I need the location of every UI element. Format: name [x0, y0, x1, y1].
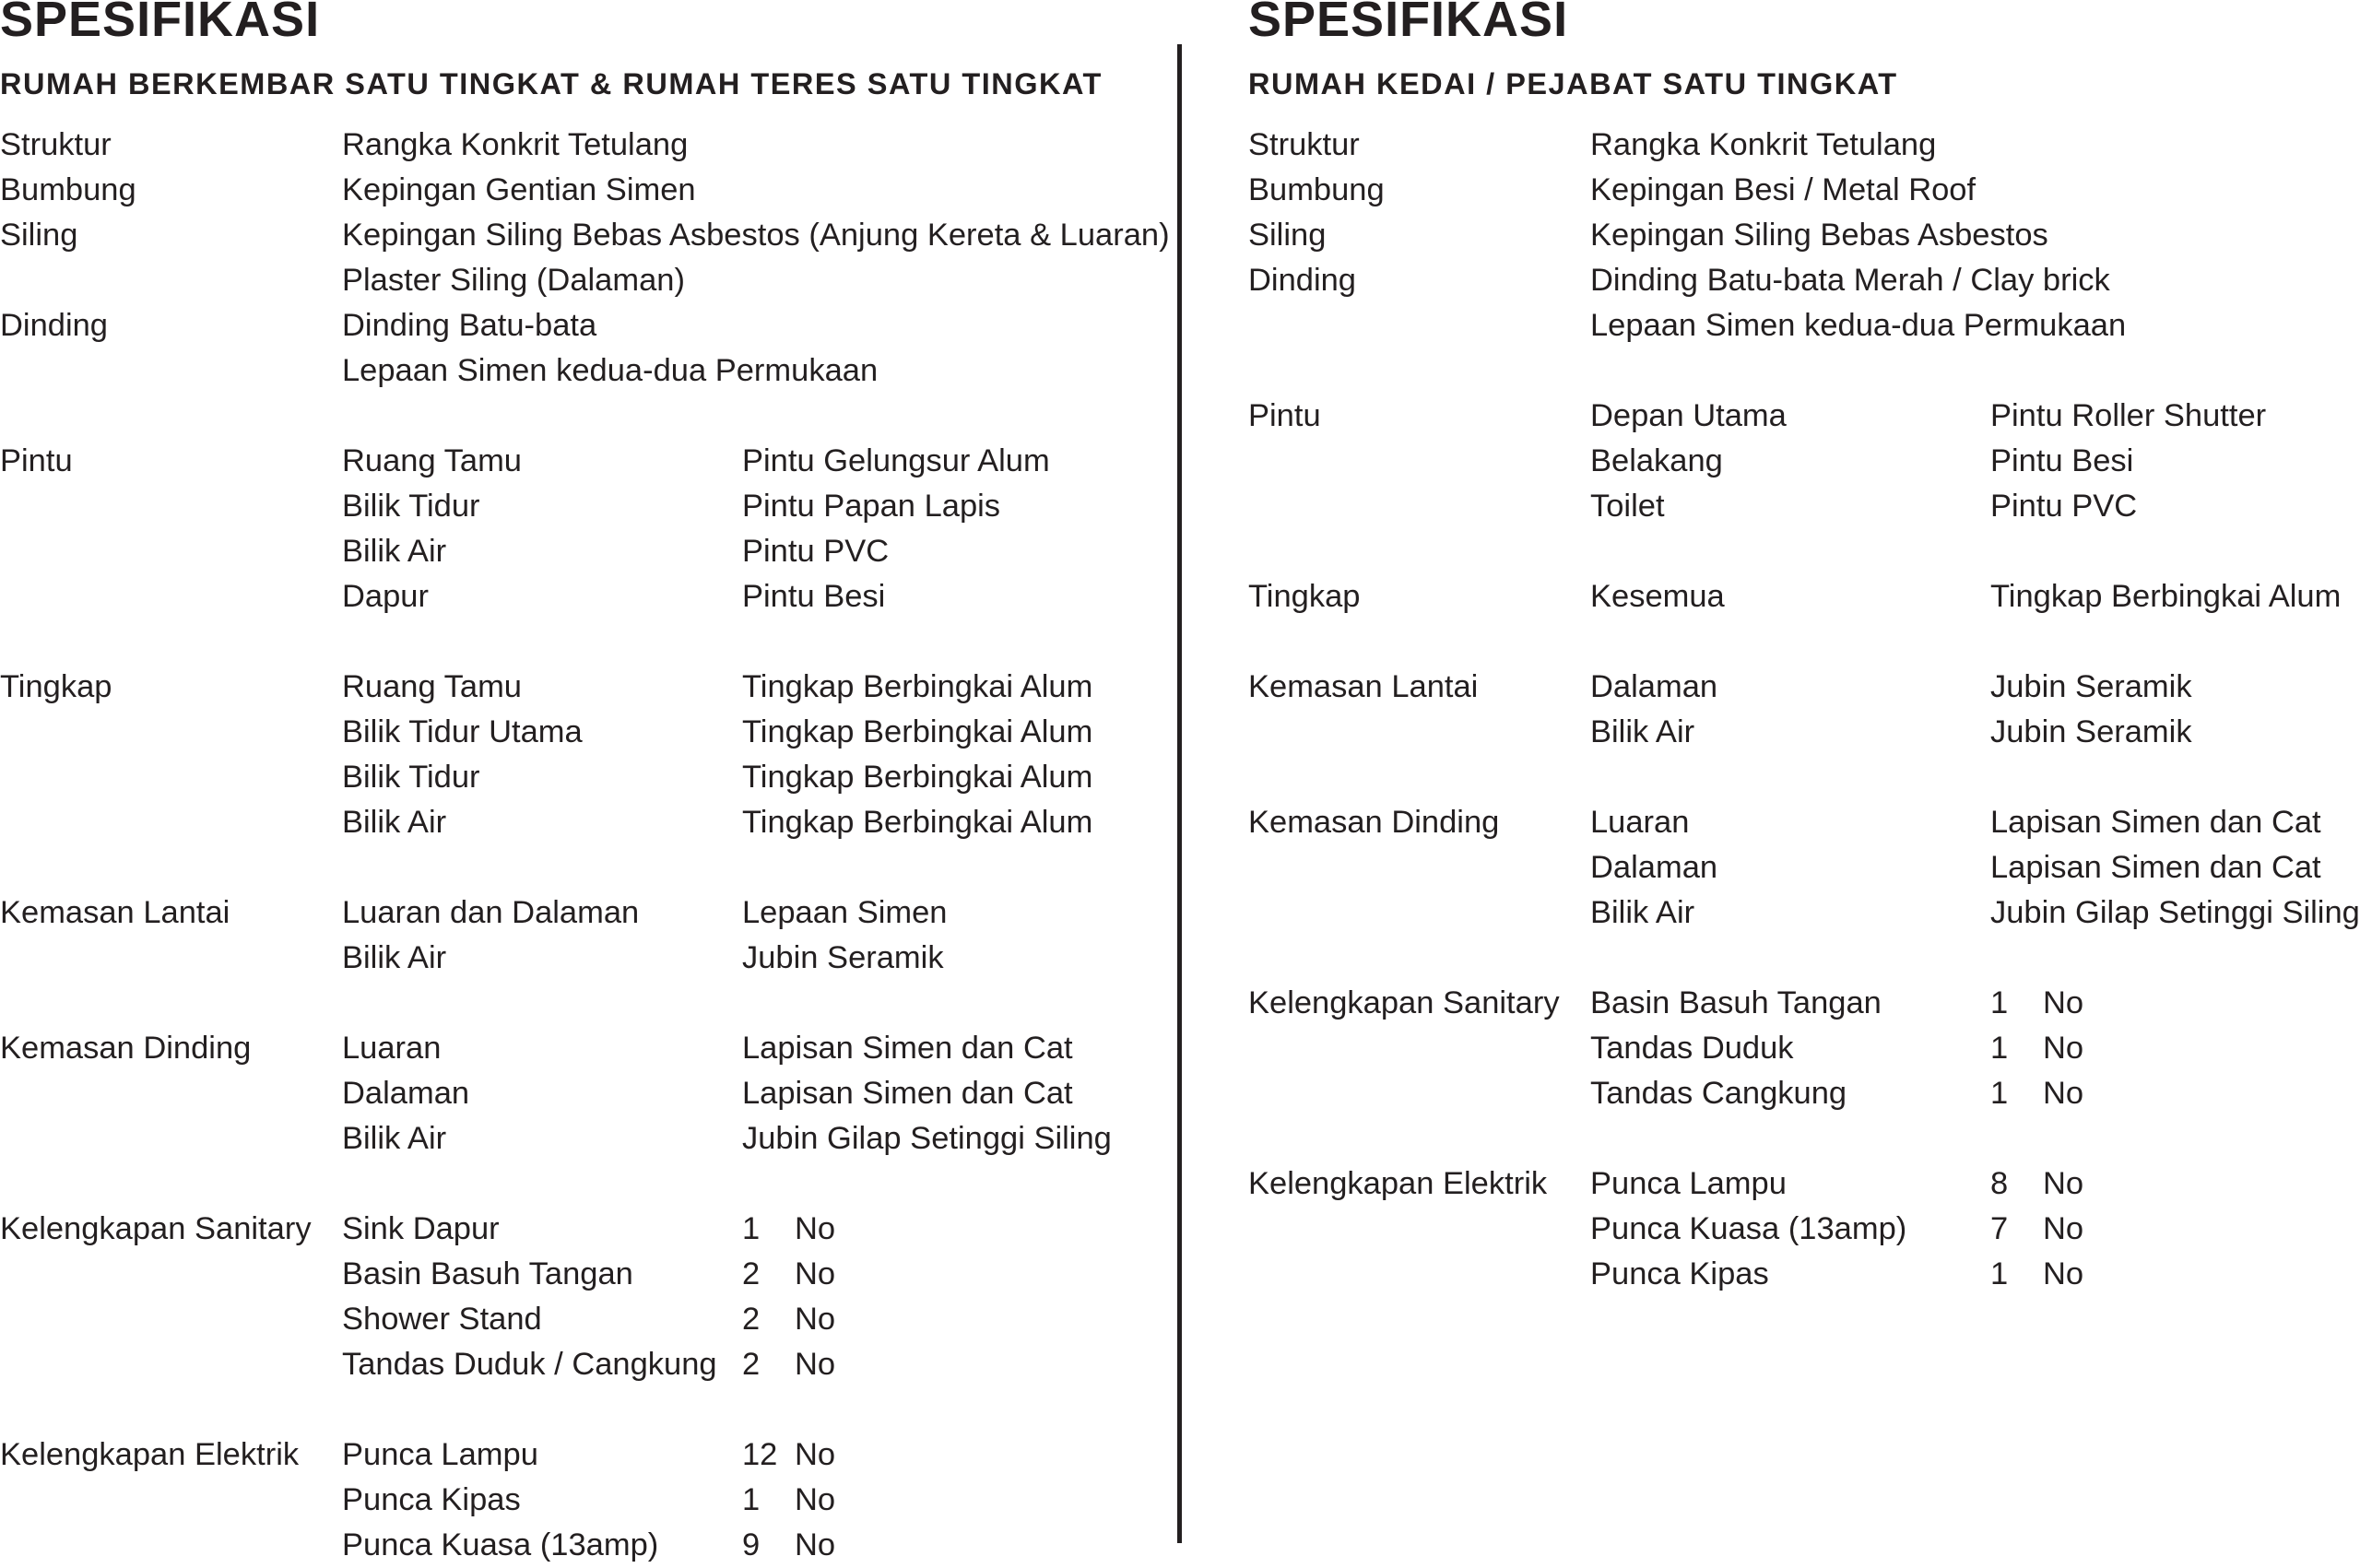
spec-value: Pintu Gelungsur Alum [742, 443, 1050, 478]
spec-item: Punca Kipas [342, 1482, 521, 1517]
spec-value: 9 [742, 1527, 761, 1562]
spec-label: Kelengkapan Elektrik [0, 1437, 300, 1472]
spec-label: Struktur [0, 127, 112, 162]
spec-label: Pintu [0, 443, 73, 478]
spec-label: Kelengkapan Elektrik [1248, 1166, 1548, 1201]
spec-item: Sink Dapur [342, 1211, 500, 1246]
spec-item: Bilik Air [342, 534, 447, 569]
spec-unit: No [795, 1302, 836, 1337]
spec-item: Rangka Konkrit Tetulang [342, 127, 689, 162]
spec-value: 1 [742, 1482, 761, 1517]
spec-item: Basin Basuh Tangan [342, 1256, 633, 1291]
spec-value: 12 [742, 1437, 778, 1472]
spec-item: Dalaman [342, 1076, 470, 1111]
spec-unit: No [2043, 1256, 2084, 1291]
spec-item: Toilet [1590, 489, 1665, 524]
spec-unit: No [795, 1482, 836, 1517]
spec-item: Dalaman [1590, 850, 1718, 885]
spec-value: 2 [742, 1347, 761, 1382]
spec-value: 7 [1990, 1211, 2009, 1246]
spec-value: Tingkap Berbingkai Alum [742, 714, 1093, 749]
spec-item: Kepingan Siling Bebas Asbestos [1590, 218, 2048, 253]
spec-unit: No [795, 1527, 836, 1562]
spec-value: Pintu Besi [742, 579, 886, 614]
spec-label: Kelengkapan Sanitary [0, 1211, 312, 1246]
spec-label: Struktur [1248, 127, 1360, 162]
spec-item: Tandas Duduk / Cangkung [342, 1347, 717, 1382]
spec-item: Tandas Duduk [1590, 1031, 1794, 1066]
spec-item: Punca Lampu [342, 1437, 538, 1472]
spec-value: Jubin Seramik [742, 940, 944, 975]
spec-value: Lapisan Simen dan Cat [1990, 850, 2321, 885]
spec-value: 1 [742, 1211, 761, 1246]
spec-item: Punca Kuasa (13amp) [1590, 1211, 1907, 1246]
spec-item: Punca Kipas [1590, 1256, 1769, 1291]
spec-item: Depan Utama [1590, 398, 1787, 433]
spec-label: Kemasan Lantai [0, 895, 230, 930]
spec-value: 1 [1990, 1031, 2009, 1066]
column-divider [1177, 44, 1182, 1543]
spec-item: Bilik Air [342, 805, 447, 840]
spec-value: Tingkap Berbingkai Alum [742, 760, 1093, 795]
spec-value: Lapisan Simen dan Cat [1990, 805, 2321, 840]
spec-item: Kepingan Gentian Simen [342, 172, 696, 207]
spec-value: Tingkap Berbingkai Alum [742, 669, 1093, 704]
spec-label: Kelengkapan Sanitary [1248, 985, 1560, 1020]
spec-item: Punca Lampu [1590, 1166, 1787, 1201]
spec-value: Tingkap Berbingkai Alum [742, 805, 1093, 840]
spec-value: Pintu Papan Lapis [742, 489, 1001, 524]
spec-value: Jubin Seramik [1990, 714, 2192, 749]
spec-unit: No [795, 1437, 836, 1472]
spec-value: 1 [1990, 1076, 2009, 1111]
spec-item: Luaran dan Dalaman [342, 895, 640, 930]
spec-value: Pintu Roller Shutter [1990, 398, 2267, 433]
spec-label: Kemasan Dinding [1248, 805, 1500, 840]
spec-value: Jubin Seramik [1990, 669, 2192, 704]
spec-item: Bilik Tidur Utama [342, 714, 583, 749]
spec-item: Lepaan Simen kedua-dua Permukaan [1590, 308, 2127, 343]
spec-item: Kepingan Besi / Metal Roof [1590, 172, 1976, 207]
spec-item: Kesemua [1590, 579, 1725, 614]
spec-label: Tingkap [1248, 579, 1361, 614]
spec-item: Dinding Batu-bata [342, 308, 597, 343]
spec-label: Pintu [1248, 398, 1321, 433]
spec-item: Rangka Konkrit Tetulang [1590, 127, 1937, 162]
spec-label: Kemasan Lantai [1248, 669, 1479, 704]
spec-label: Kemasan Dinding [0, 1031, 252, 1066]
spec-value: 2 [742, 1302, 761, 1337]
spec-unit: No [2043, 985, 2084, 1020]
spec-item: Bilik Air [342, 1121, 447, 1156]
spec-unit: No [795, 1256, 836, 1291]
spec-item: Tandas Cangkung [1590, 1076, 1847, 1111]
spec-value: Pintu PVC [742, 534, 890, 569]
spec-unit: No [2043, 1211, 2084, 1246]
spec-item: Basin Basuh Tangan [1590, 985, 1882, 1020]
spec-label: Tingkap [0, 669, 112, 704]
spec-unit: No [2043, 1076, 2084, 1111]
spec-item: Dalaman [1590, 669, 1718, 704]
spec-unit: No [795, 1211, 836, 1246]
spec-value: Lapisan Simen dan Cat [742, 1031, 1073, 1066]
spec-label: Siling [1248, 218, 1327, 253]
spec-item: Bilik Tidur [342, 489, 480, 524]
spec-item: Luaran [1590, 805, 1690, 840]
spec-item: Ruang Tamu [342, 669, 522, 704]
spec-unit: No [795, 1347, 836, 1382]
spec-item: Punca Kuasa (13amp) [342, 1527, 659, 1562]
spec-item: Luaran [342, 1031, 442, 1066]
spec-title: SPESIFIKASI [0, 0, 321, 47]
spec-item: Bilik Air [1590, 895, 1695, 930]
spec-item: Plaster Siling (Dalaman) [342, 263, 685, 298]
spec-item: Bilik Air [1590, 714, 1695, 749]
spec-value: Pintu Besi [1990, 443, 2134, 478]
spec-value: Jubin Gilap Setinggi Siling [742, 1121, 1112, 1156]
spec-value: Lapisan Simen dan Cat [742, 1076, 1073, 1111]
spec-label: Dinding [1248, 263, 1356, 298]
spec-label: Bumbung [0, 172, 136, 207]
spec-value: Lepaan Simen [742, 895, 948, 930]
spec-value: 2 [742, 1256, 761, 1291]
spec-value: Pintu PVC [1990, 489, 2138, 524]
spec-unit: No [2043, 1031, 2084, 1066]
spec-label: Siling [0, 218, 78, 253]
spec-item: Kepingan Siling Bebas Asbestos (Anjung Kereta & Luaran) [342, 218, 1170, 253]
spec-label: Dinding [0, 308, 108, 343]
spec-value: Tingkap Berbingkai Alum [1990, 579, 2342, 614]
spec-item: Bilik Tidur [342, 760, 480, 795]
spec-title: SPESIFIKASI [1248, 0, 1569, 47]
spec-value: 1 [1990, 985, 2009, 1020]
spec-subtitle: RUMAH BERKEMBAR SATU TINGKAT & RUMAH TERES SATU TINGKAT [0, 67, 1103, 100]
spec-item: Belakang [1590, 443, 1723, 478]
spec-label: Bumbung [1248, 172, 1385, 207]
spec-unit: No [2043, 1166, 2084, 1201]
spec-item: Dapur [342, 579, 429, 614]
spec-item: Dinding Batu-bata Merah / Clay brick [1590, 263, 2110, 298]
spec-item: Ruang Tamu [342, 443, 522, 478]
spec-value: Jubin Gilap Setinggi Siling [1990, 895, 2360, 930]
spec-value: 8 [1990, 1166, 2009, 1201]
spec-value: 1 [1990, 1256, 2009, 1291]
spec-subtitle: RUMAH KEDAI / PEJABAT SATU TINGKAT [1248, 67, 1898, 100]
spec-item: Lepaan Simen kedua-dua Permukaan [342, 353, 879, 388]
spec-item: Shower Stand [342, 1302, 542, 1337]
spec-item: Bilik Air [342, 940, 447, 975]
